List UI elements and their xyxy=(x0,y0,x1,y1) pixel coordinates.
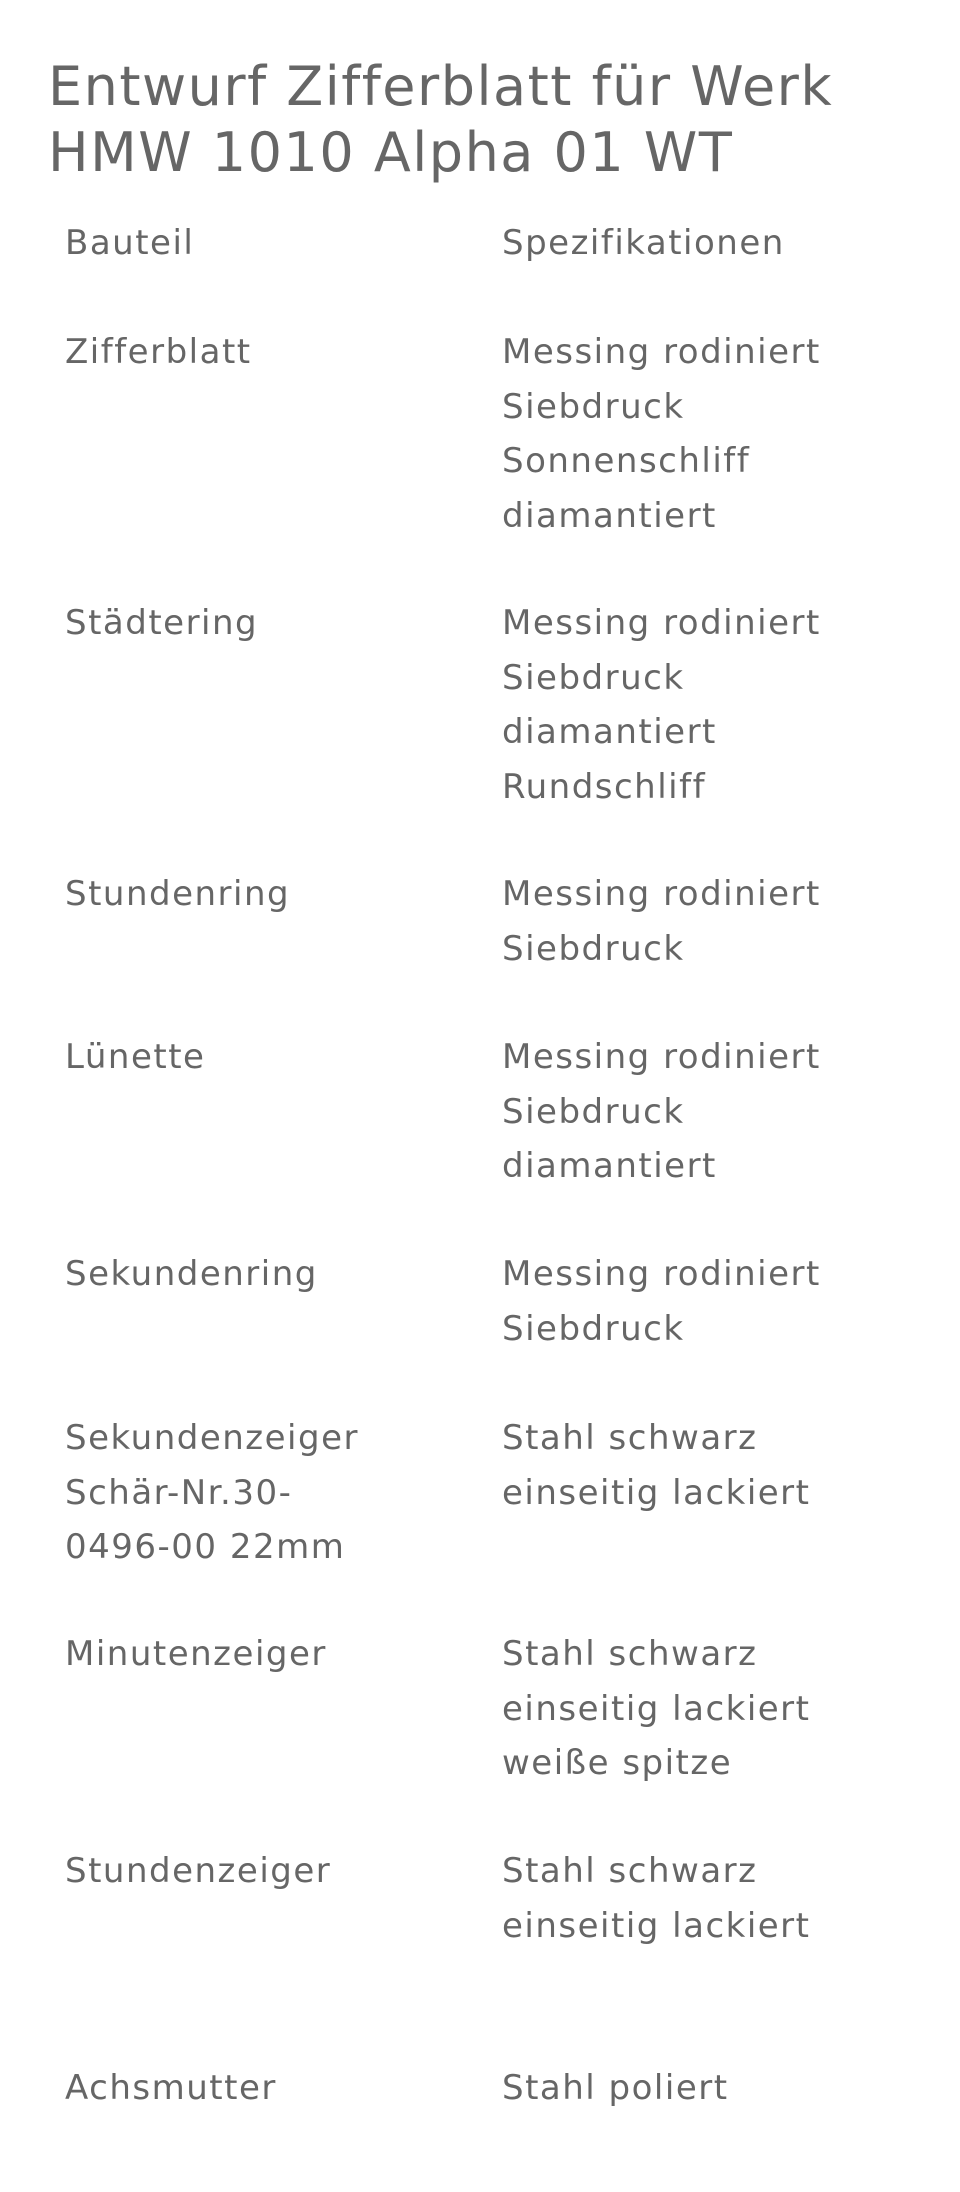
title-line: Entwurf Zifferblatt für Werk xyxy=(48,55,834,118)
specification-text: Siebdruck xyxy=(502,657,685,698)
component-text: Sekundenzeiger xyxy=(65,1418,359,1458)
component-text: 0496-00 22mm xyxy=(65,1527,346,1568)
component-text: Stundenzeiger xyxy=(65,1851,332,1891)
component-text: Stundenring xyxy=(65,874,291,914)
component-text: Schär-Nr.30- xyxy=(65,1472,293,1513)
specification-cell xyxy=(502,867,821,976)
specification-text: Stahl poliert xyxy=(502,2068,729,2108)
specification-text: Siebdruck xyxy=(502,386,685,427)
component-cell xyxy=(65,867,290,922)
specification-text: Stahl schwarz xyxy=(502,1851,758,1891)
component-cell xyxy=(65,1247,318,1302)
component-text: Zifferblatt xyxy=(65,332,252,372)
component-text: Sekundenring xyxy=(65,1254,318,1294)
specification-text: Siebdruck xyxy=(502,928,685,969)
specification-text: diamantiert xyxy=(502,495,717,536)
specification-cell xyxy=(502,1030,821,1194)
specification-text: Siebdruck xyxy=(502,1308,685,1349)
specification-cell xyxy=(502,1247,821,1356)
specification-text: Messing rodiniert xyxy=(502,1037,821,1077)
component-cell xyxy=(65,325,252,380)
specification-text: Stahl schwarz xyxy=(502,1418,758,1458)
specification-cell xyxy=(502,596,821,814)
specification-text: weiße spitze xyxy=(502,1743,733,1784)
specification-text: Messing rodiniert xyxy=(502,332,821,372)
specification-cell xyxy=(502,2061,729,2116)
component-cell xyxy=(65,596,258,651)
title-line: HMW 1010 Alpha 01 WT xyxy=(48,121,734,184)
specification-cell xyxy=(502,1844,811,1953)
specification-text: Sonnenschliff xyxy=(502,441,751,482)
specification-text: Rundschliff xyxy=(502,766,707,807)
specification-text: einseitig lackiert xyxy=(502,1688,811,1729)
specification-text: Stahl schwarz xyxy=(502,1634,758,1674)
component-text: Achsmutter xyxy=(65,2068,277,2108)
specification-cell xyxy=(502,325,821,543)
specification-text: Messing rodiniert xyxy=(502,874,821,914)
column-header-specifications: Spezifikationen xyxy=(502,223,785,263)
specification-cell xyxy=(502,1627,811,1791)
component-text: Städtering xyxy=(65,603,259,643)
specification-text: diamantiert xyxy=(502,1146,717,1187)
component-cell xyxy=(65,1844,331,1899)
component-cell xyxy=(65,1030,205,1085)
column-header-component: Bauteil xyxy=(65,223,195,263)
specification-cell xyxy=(502,1411,811,1520)
specification-text: diamantiert xyxy=(502,712,717,753)
specification-text: einseitig lackiert xyxy=(502,1472,811,1513)
specification-text: einseitig lackiert xyxy=(502,1905,811,1946)
specification-text: Siebdruck xyxy=(502,1091,685,1132)
component-cell xyxy=(65,1627,327,1682)
specification-text: Messing rodiniert xyxy=(502,1254,821,1294)
component-cell xyxy=(65,1411,359,1575)
component-text: Lünette xyxy=(65,1037,206,1077)
component-cell xyxy=(65,2061,277,2116)
specification-text: Messing rodiniert xyxy=(502,603,821,643)
component-text: Minutenzeiger xyxy=(65,1634,327,1674)
